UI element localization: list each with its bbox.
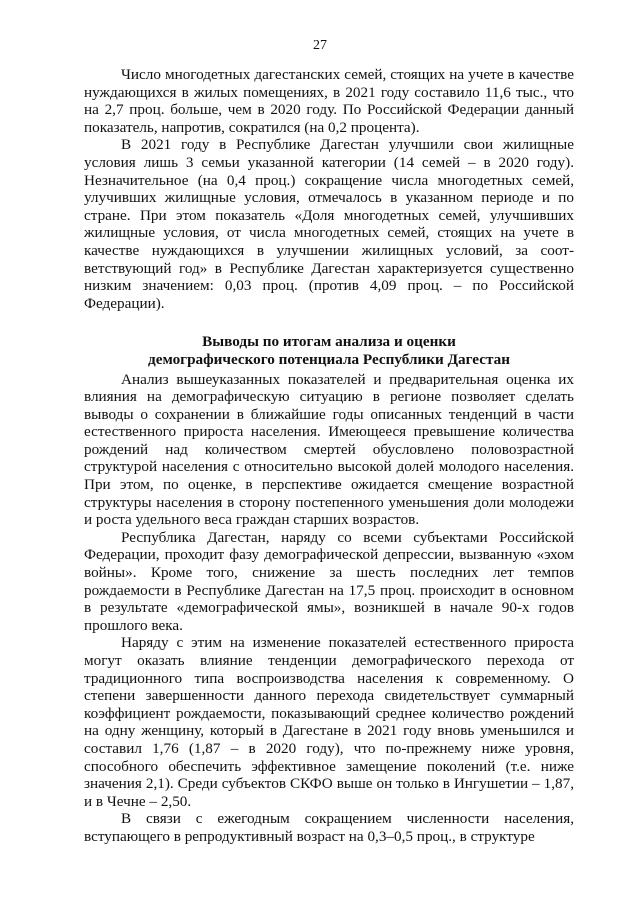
paragraph: Наряду с этим на изменение показателей естественного прироста могут оказать влияние тенденции демографического перехода от традиционного типа воспроизводства населения к современному. О степени завершенности данного перехода свидетельствует суммарный коэффициент рождаемости, показывающий среднее количество рождений на одну женщину, который в Дагестане в 2021 году вновь уменьшился и составил 1,76 (1,87 – в 2020 году), что по-прежнему ниже уровня, способного обеспечить эффективное замещение поколений (т.е. ниже значения 2,1). Среди субъектов СКФО выше он только в Ингушетии – 1,87, и в Чечне – 2,50. [84, 634, 574, 810]
paragraph: Республика Дагестан, наряду со всеми субъектами Российской Федерации, проходит фазу демографической депрессии, вызванную «эхом войны». Кроме того, снижение за шесть последних лет темпов рождаемости в Республике Дагестан на 17,5 проц. происходит в основном в результате «демографической ямы», возникшей в начале 90-х годов прошлого века. [84, 528, 574, 634]
section-heading-line: демографического потенциала Республики Дагестан [148, 350, 510, 368]
paragraph: Число многодетных дагестанских семей, стоящих на учете в качестве нуждающихся в жилых помещениях, в 2021 году составило 11,6 тыс., что на 2,7 проц. больше, чем в 2020 году. По Российской Федерации данный показатель, напротив, сократился (на 0,2 процента). [84, 66, 574, 136]
document-body [84, 66, 574, 846]
paragraph: В связи с ежегодным сокращением численности населения, вступающего в репродуктивный возраст на 0,3–0,5 проц., в структуре [84, 810, 574, 845]
page-number: 27 [313, 38, 327, 53]
section-heading-line: Выводы по итогам анализа и оценки [202, 333, 456, 351]
paragraph: В 2021 году в Республике Дагестан улучшили свои жилищные условия лишь 3 семьи указанной категории (14 семей – в 2020 году). Незначительное (на 0,4 проц.) сокращение числа многодетных семей, улучивших жилищные условия, отмечалось в указанном периоде и по стране. При этом показатель «Доля многодетных семей, улучшивших жилищные условия, от числа многодетных семей, стоящих на учете в качестве нуждающихся в улучшении жилищных условий, за соответствующий год» в Республике Дагестан характеризуется существенно низким значением: 0,03 проц. (против 4,09 проц. – по Российской Федерации). [84, 136, 574, 312]
section-heading [84, 333, 574, 368]
paragraph: Анализ вышеуказанных показателей и предварительная оценка их влияния на демографическую ситуацию в регионе позволяет сделать выводы о сохранении в ближайшие годы описанных тенденций в части естественного прироста населения. Имеющееся превышение количества рождений над количеством смертей обусловлено половозрастной структурой населения с относительно высокой долей молодого населения. При этом, по оценке, в перспективе ожидается смещение возрастной структуры населения в сторону постепенного уменьшения доли молодежи и роста удельного веса граждан старших возрастов. [84, 370, 574, 529]
